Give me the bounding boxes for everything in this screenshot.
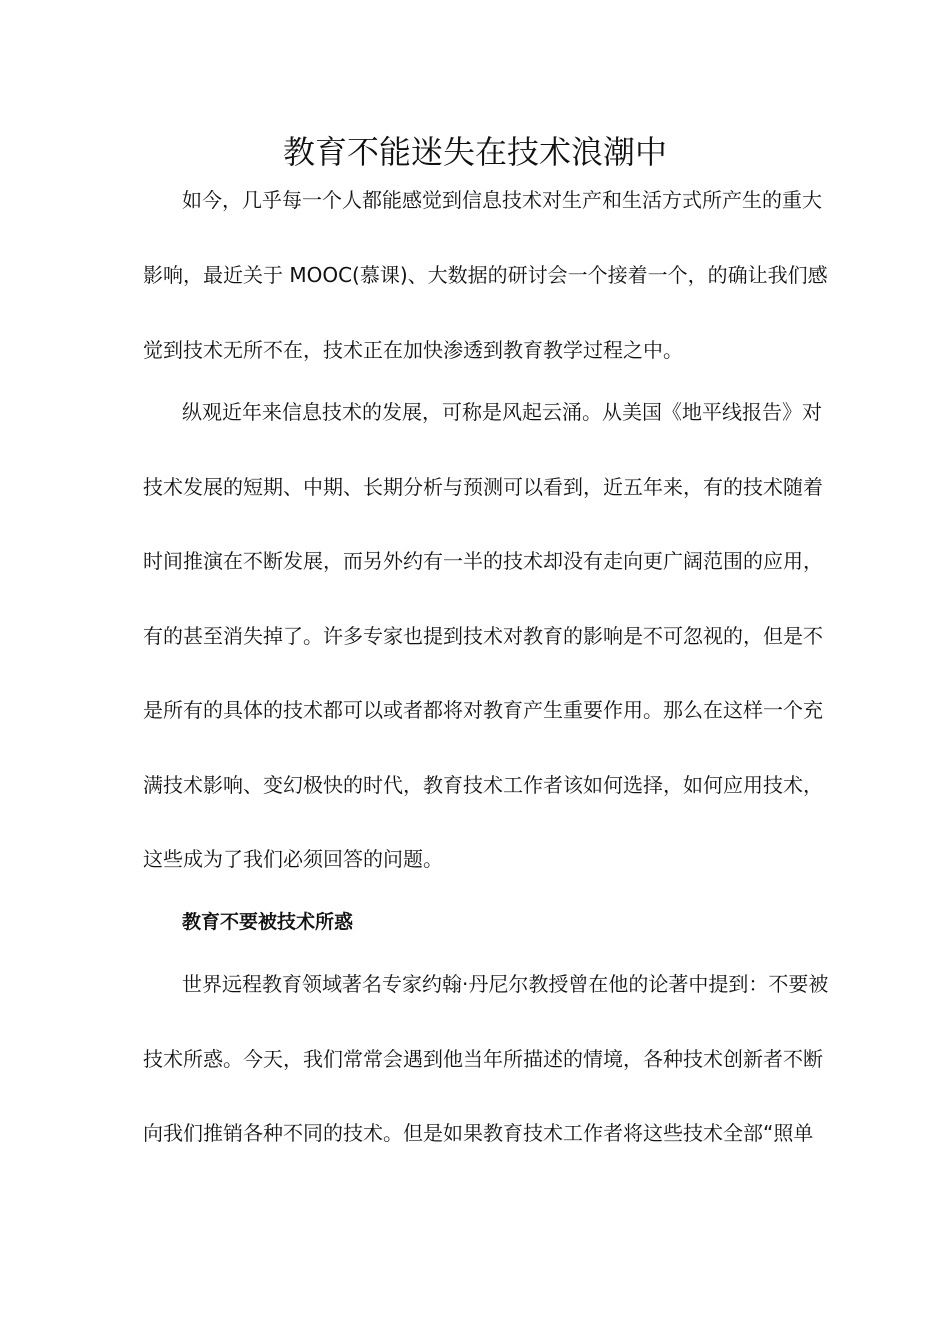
paragraph-2-line-1: 纵观近年来信息技术的发展，可称是风起云涌。从美国《地平线报告》对 <box>182 400 822 424</box>
paragraph-1-line-2: 影响，最近关于 MOOC(慕课)、大数据的研讨会一个接着一个，的确让我们感 <box>143 263 828 287</box>
paragraph-2-line-2: 技术发展的短期、中期、长期分析与预测可以看到，近五年来，有的技术随着 <box>143 475 823 499</box>
paragraph-1-line-1: 如今，几乎每一个人都能感觉到信息技术对生产和生活方式所产生的重大 <box>182 188 822 212</box>
section-subheading: 教育不要被技术所惑 <box>182 911 354 933</box>
paragraph-3-line-1: 世界远程教育领域著名专家约翰·丹尼尔教授曾在他的论著中提到：不要被 <box>182 972 829 996</box>
paragraph-3-line-3: 向我们推销各种不同的技术。但是如果教育技术工作者将这些技术全部“照单 <box>143 1121 814 1145</box>
paragraph-2-line-3: 时间推演在不断发展，而另外约有一半的技术却没有走向更广阔范围的应用， <box>143 549 823 573</box>
paragraph-2-line-6: 满技术影响、变幻极快的时代，教育技术工作者该如何选择，如何应用技术， <box>143 773 823 797</box>
paragraph-2-line-4: 有的甚至消失掉了。许多专家也提到技术对教育的影响是不可忽视的，但是不 <box>143 624 823 648</box>
paragraph-2-line-5: 是所有的具体的技术都可以或者都将对教育产生重要作用。那么在这样一个充 <box>143 698 823 722</box>
document-title: 教育不能迷失在技术浪潮中 <box>282 133 667 171</box>
paragraph-1-line-3: 觉到技术无所不在，技术正在加快渗透到教育教学过程之中。 <box>143 338 683 362</box>
paragraph-2-line-7: 这些成为了我们必须回答的问题。 <box>143 847 443 871</box>
paragraph-3-line-2: 技术所惑。今天，我们常常会遇到他当年所描述的情境，各种技术创新者不断 <box>143 1047 823 1071</box>
